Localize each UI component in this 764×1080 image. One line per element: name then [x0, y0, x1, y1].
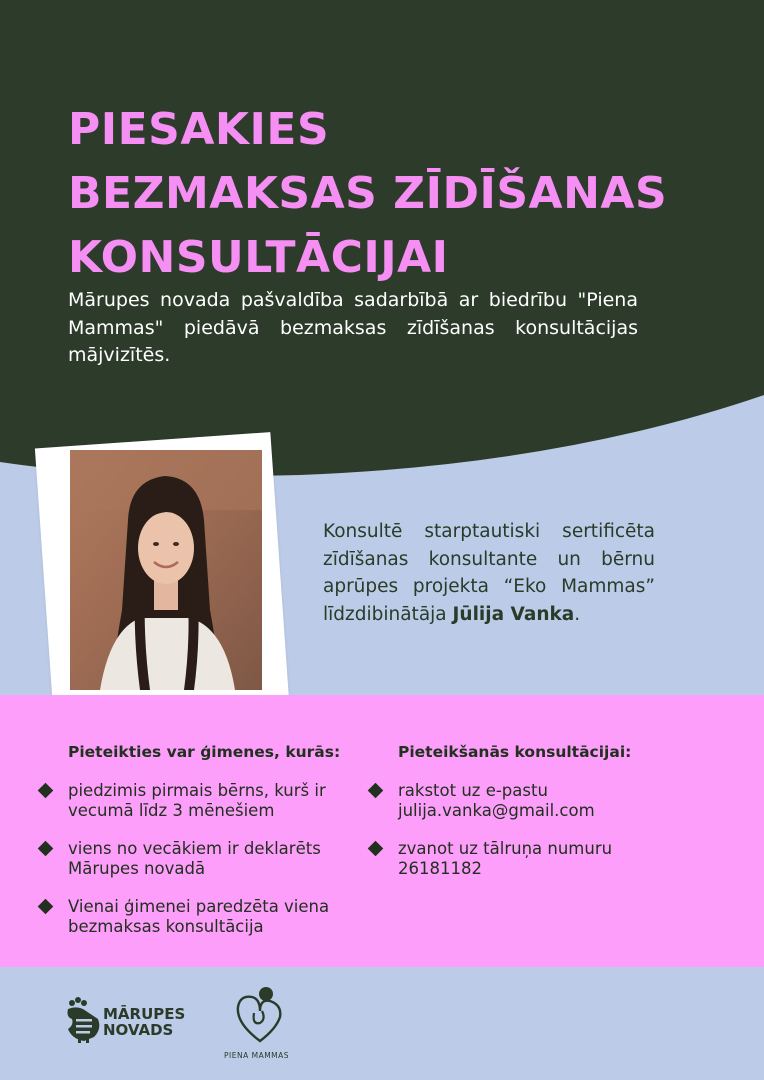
intro-text: Mārupes novada pašvaldība sadarbībā ar biedrību "Piena Mammas" piedāvā bezmaksas zīdīšanas konsultācijas mājvizītēs. [68, 289, 638, 366]
consultant-suffix: . [574, 603, 581, 625]
piena-logo-text: PIENA MAMMAS [224, 1051, 290, 1060]
list-item: viens no vecākiem ir deklarēts Mārupes novadā [40, 839, 360, 879]
title-line: PIESAKIES [68, 104, 330, 155]
list-item: rakstot uz e-pastu julija.vanka@gmail.com [370, 781, 660, 821]
application-heading: Pieteikšanās konsultācijai: [398, 743, 632, 761]
diamond-bullet-icon [368, 841, 384, 857]
diamond-bullet-icon [38, 841, 54, 857]
diamond-bullet-icon [368, 783, 384, 799]
consultant-photo [70, 450, 262, 690]
list-item: zvanot uz tālruņa numuru 26181182 [370, 839, 660, 879]
list-item: piedzimis pirmais bērns, kurš ir vecumā līdz 3 mēnešiem [40, 781, 360, 821]
page-title [68, 98, 667, 290]
eligibility-list [40, 781, 360, 955]
diamond-bullet-icon [38, 783, 54, 799]
title-line: KONSULTĀCIJAI [68, 232, 449, 283]
rooster-icon [64, 995, 104, 1045]
consultant-description [323, 518, 655, 628]
consultant-text: Konsultē starptautiski sertificēta zīdīšanas konsultante un bērnu aprūpes projekta “Eko Mammas” līdzdibinātāja [323, 521, 655, 625]
eligibility-heading: Pieteikties var ģimenes, kurās: [68, 743, 341, 761]
marupes-logo-text: MĀRUPES NOVADS [103, 1005, 186, 1039]
title-line: BEZMAKSAS ZĪDĪŠANAS [68, 168, 668, 219]
list-item: Vienai ģimenei paredzēta viena bezmaksas konsultācija [40, 897, 360, 937]
heart-mother-icon [230, 983, 290, 1045]
consultant-name: Jūlija Vanka [452, 603, 575, 625]
diamond-bullet-icon [38, 899, 54, 915]
application-list [370, 781, 660, 897]
